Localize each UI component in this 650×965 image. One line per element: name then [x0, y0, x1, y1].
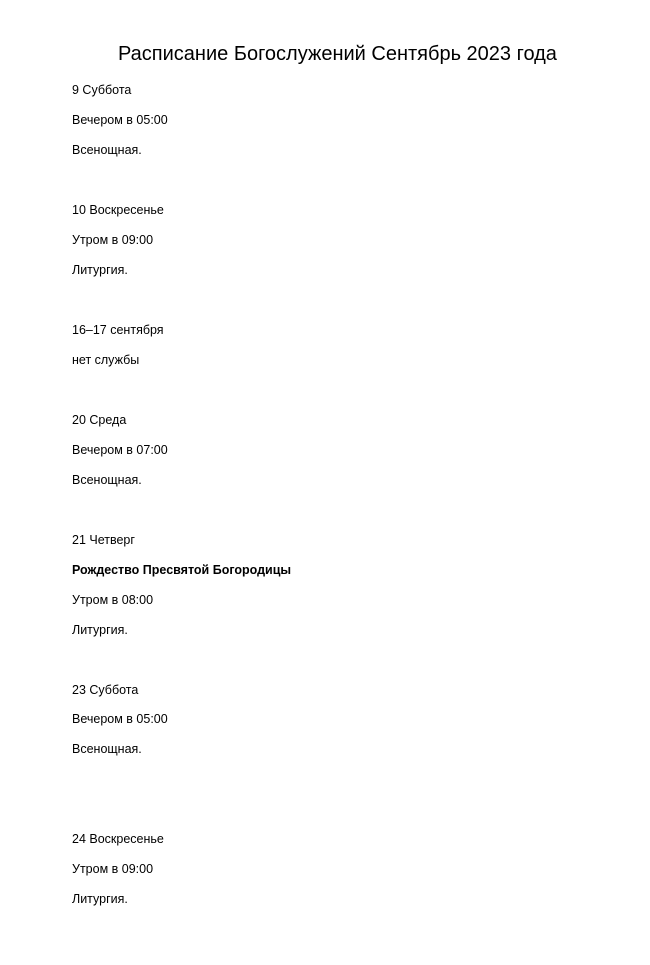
- entry-service: Литургия.: [72, 263, 128, 277]
- entry-day: 10 Воскресенье: [72, 203, 164, 217]
- entry-service: Всенощная.: [72, 742, 142, 756]
- entry-time: Утром в 09:00: [72, 862, 154, 876]
- entry-service: Литургия.: [72, 892, 128, 906]
- entry-time: Вечером в 05:00: [72, 113, 168, 127]
- entry-service: Всенощная.: [72, 143, 142, 157]
- entry-day: 16–17 сентября: [72, 323, 164, 337]
- entry-note: нет службы: [72, 353, 140, 367]
- entry-service: Всенощная.: [72, 473, 142, 487]
- entry-day: 23 Суббота: [72, 683, 139, 697]
- entry-time: Утром в 09:00: [72, 233, 154, 247]
- entry-day: 9 Суббота: [72, 83, 132, 97]
- entry-day: 21 Четверг: [72, 533, 135, 547]
- entry-service: Литургия.: [72, 623, 128, 637]
- entry-feast: Рождество Пресвятой Богородицы: [72, 563, 292, 577]
- entry-day: 20 Среда: [72, 413, 127, 427]
- entry-day: 24 Воскресенье: [72, 832, 164, 846]
- entry-time: Вечером в 05:00: [72, 712, 168, 726]
- entry-time: Утром в 08:00: [72, 593, 154, 607]
- page-title: Расписание Богослужений Сентябрь 2023 года: [118, 43, 557, 65]
- entry-time: Вечером в 07:00: [72, 443, 168, 457]
